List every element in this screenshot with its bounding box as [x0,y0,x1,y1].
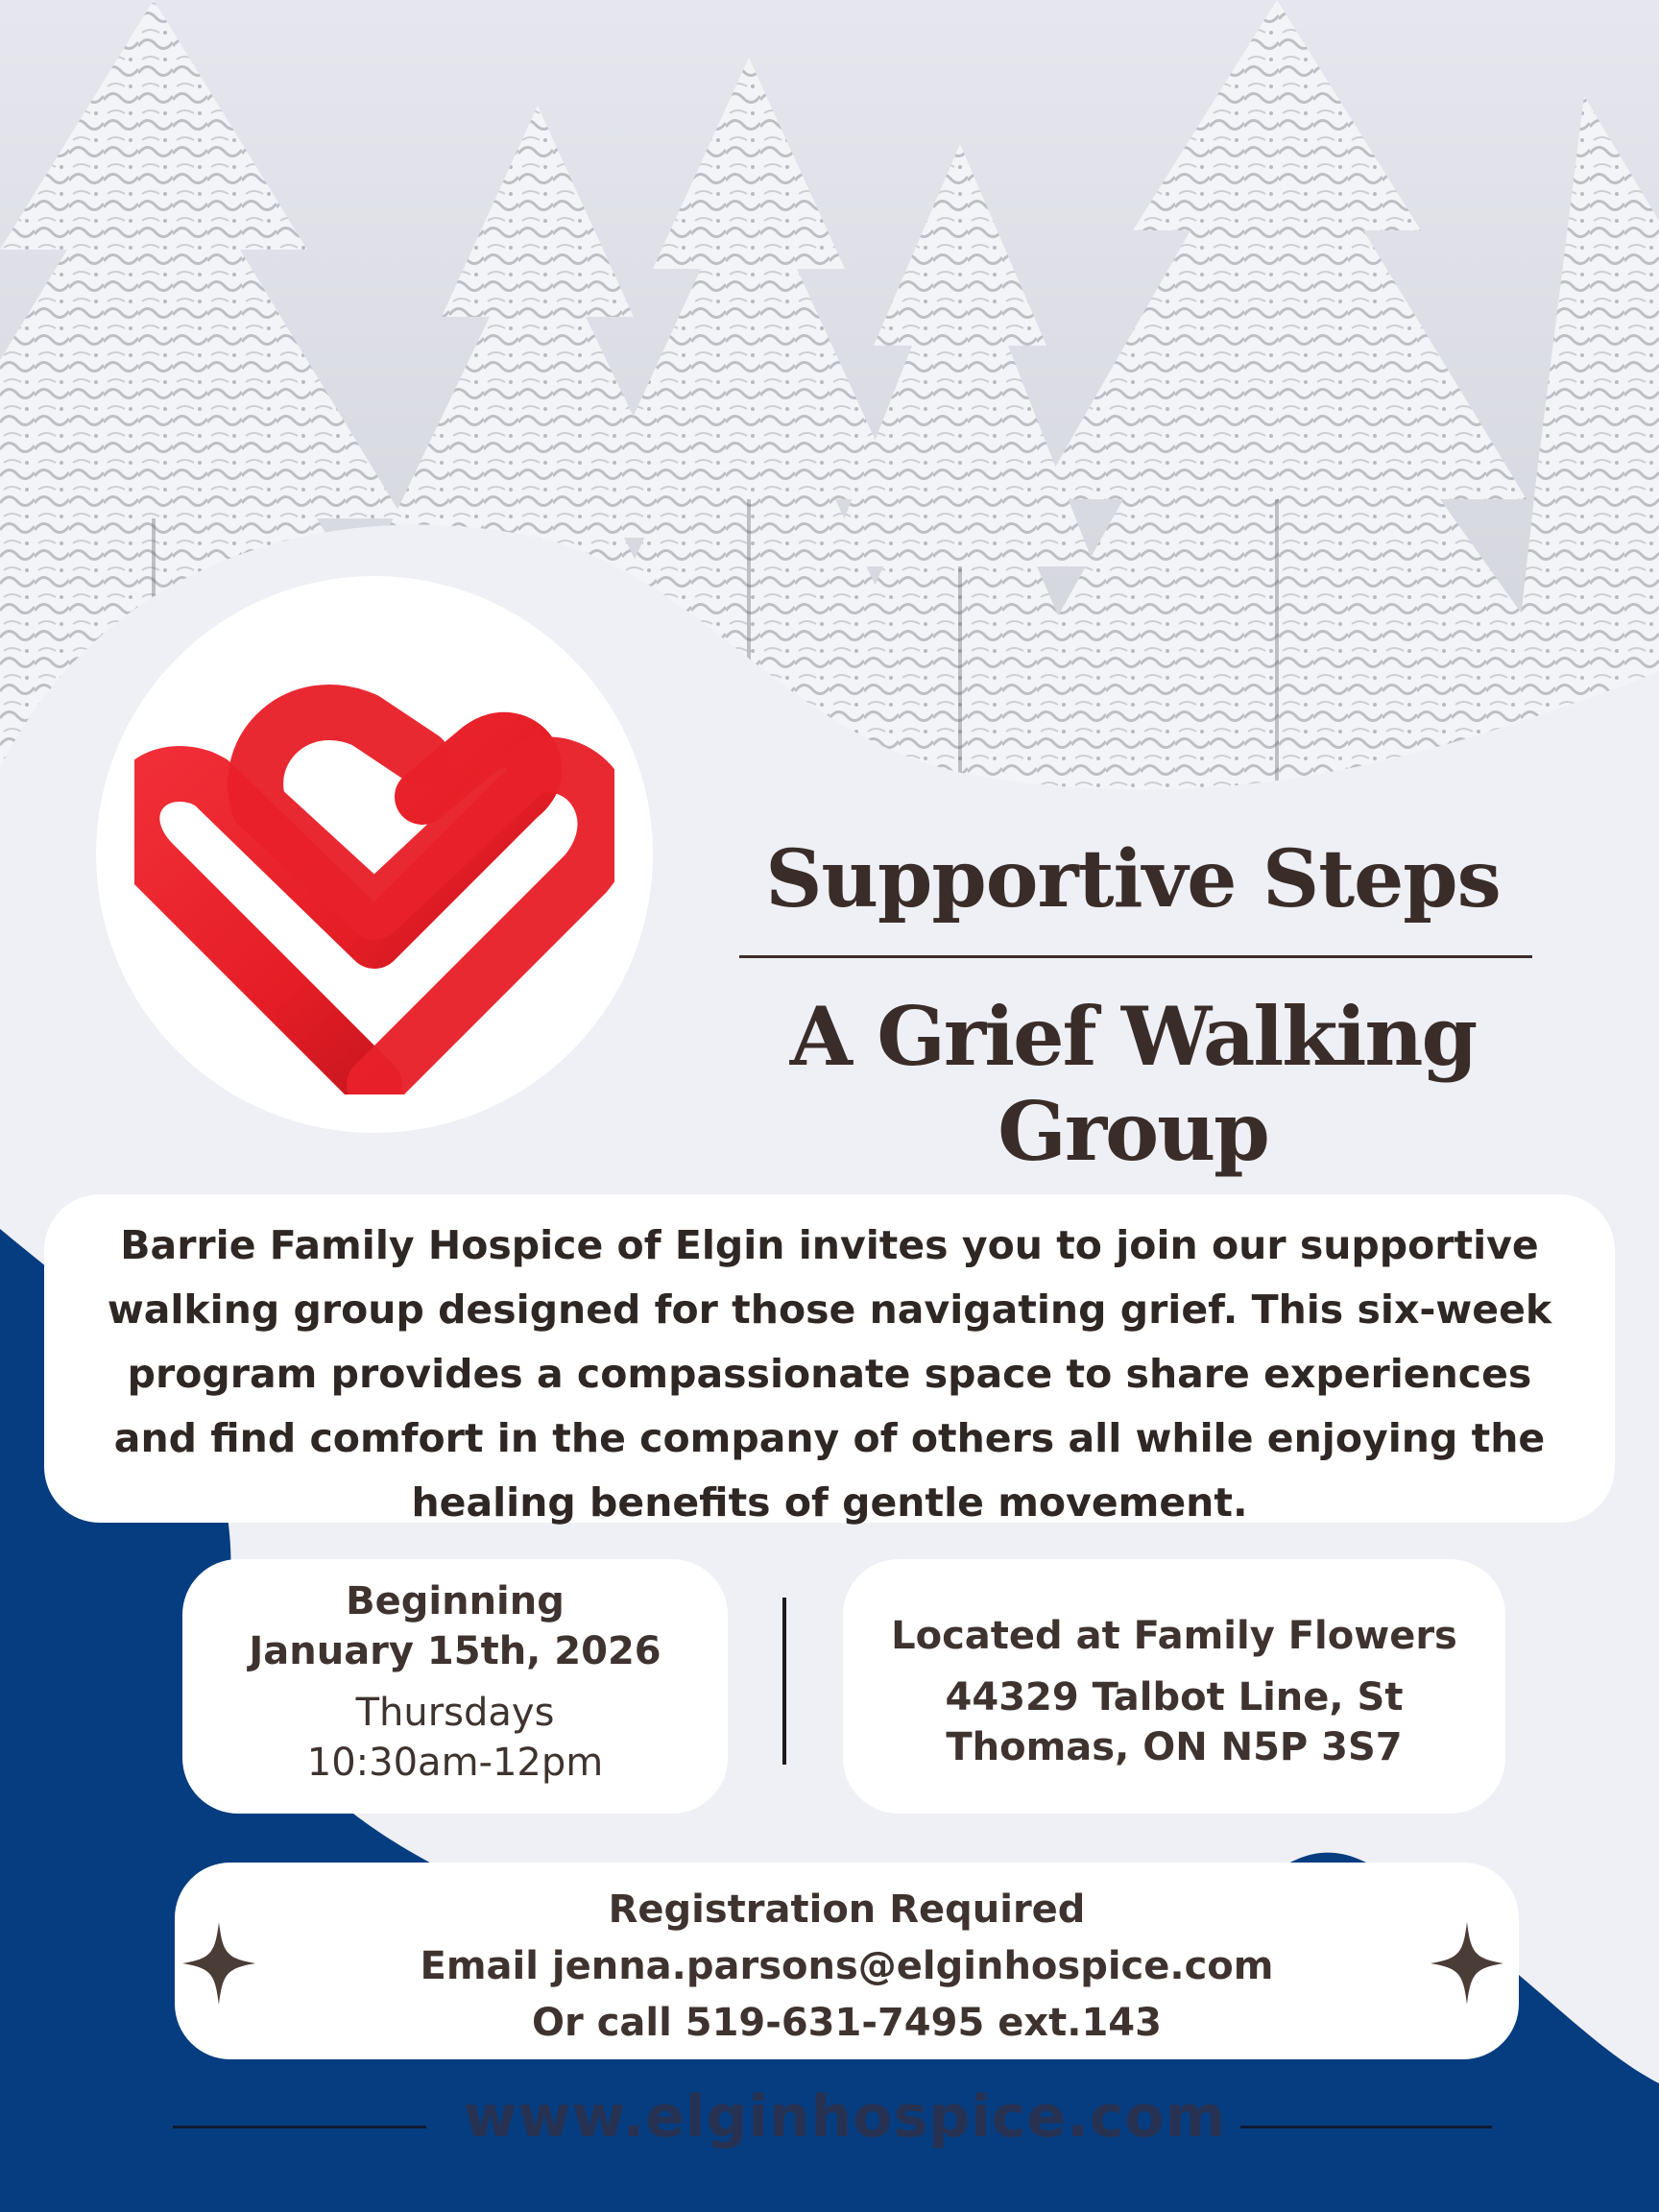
title-divider [739,955,1532,958]
schedule-card [182,1559,728,1814]
website-link[interactable]: www.elginhospice.com [463,2083,1227,2151]
location-card [843,1559,1505,1814]
page-title: Supportive Steps [765,833,1501,926]
location-label: Located at Family Flowers [891,1614,1457,1658]
registration-email[interactable]: Email jenna.parsons@elginhospice.com [420,1944,1274,1988]
heart-logo-icon [134,653,614,1094]
schedule-label: Beginning [346,1579,565,1623]
registration-label: Registration Required [608,1887,1086,1932]
location-address-line2: Thomas, ON N5P 3S7 [946,1725,1403,1769]
footer-rule-left [173,2126,426,2128]
footer-rule-right [1240,2126,1492,2128]
registration-phone[interactable]: Or call 519-631-7495 ext.143 [532,2001,1162,2045]
page-subtitle: A Grief Walking Group [789,989,1477,1179]
schedule-day: Thursdays [355,1691,555,1735]
schedule-time: 10:30am-12pm [306,1741,604,1785]
intro-text: Barrie Family Hospice of Elgin invites you to join our supportive walking group designed for those navigating grief. This six-week program provides a compassionate space to share experiences and find comfort in the company of others all while enjoying the healing benefits of gentle movement. [107,1222,1552,1526]
location-address-line1: 44329 Talbot Line, St [945,1675,1404,1719]
schedule-date: January 15th, 2026 [249,1629,661,1673]
vertical-divider [782,1598,786,1765]
registration-card [175,1863,1519,2059]
four-point-star-icon [1431,1922,1503,2005]
four-point-star-icon [182,1922,255,2005]
intro-card [44,1194,1615,1526]
